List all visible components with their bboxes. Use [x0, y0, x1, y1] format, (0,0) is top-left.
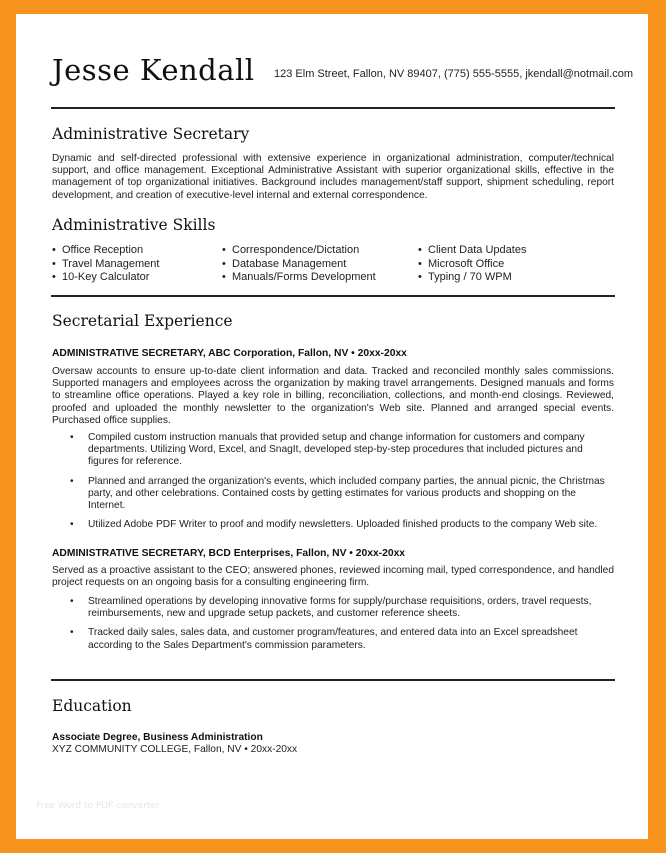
skills-column-1: [52, 244, 159, 285]
skill-item: • Microsoft Office: [418, 257, 505, 270]
contact-info: 123 Elm Street, Fallon, NV 89407, (775) 555-5555, jkendall@notmail.com: [274, 68, 634, 80]
job-1-bullet: • Planned and arranged the organization's events, which included company parties, the annual picnic, the Christmas party, and other celebrations. Contained costs by getting estimates for various products and shopping on the Internet.: [52, 476, 614, 513]
objective-text: Dynamic and self-directed professional with extensive experience in organizational administration, computer/technical support, and office management. Exceptional Administrative Assistant with superior organizational skills, effective in the management of top organizational initiatives. Background includes management/staff support, shipment scheduling, report development, and creation of executive-level internal and external correspondence.: [52, 153, 614, 201]
skills-heading: Administrative Skills: [52, 216, 216, 234]
skills-column-2: [222, 244, 376, 285]
objective-heading: Administrative Secretary: [52, 125, 250, 143]
experience-divider: [51, 679, 615, 681]
skill-item: • Database Management: [222, 257, 347, 270]
education-school: XYZ COMMUNITY COLLEGE, Fallon, NV • 20xx-20xx: [52, 744, 298, 755]
skill-item: • Manuals/Forms Development: [222, 271, 376, 284]
experience-heading: Secretarial Experience: [52, 312, 233, 330]
job-2-title: ADMINISTRATIVE SECRETARY, BCD Enterprises, Fallon, NV • 20xx-20xx: [52, 548, 406, 559]
job-1-bullet: • Compiled custom instruction manuals that provided setup and change information for customers and company departments. Utilizing Word, Excel, and SnagIt, developed step-by-step procedures that included pictures and figures for reference.: [52, 432, 614, 469]
job-1-bullet: • Utilized Adobe PDF Writer to proof and modify newsletters. Uploaded finished products to the company Web site.: [52, 519, 614, 531]
education-heading: Education: [52, 697, 132, 715]
job-2-bullets: [52, 596, 614, 659]
skill-item: • Office Reception: [52, 244, 144, 256]
job-2-summary: Served as a proactive assistant to the CEO; answered phones, reviewed incoming mail, typed correspondence, and handled project requests on an ongoing basis for a consulting engineering firm.: [52, 565, 614, 589]
job-2-bullet: • Tracked daily sales, sales data, and customer program/features, and entered data into an Excel spreadsheet according to the Sales Department's commission parameters.: [52, 627, 614, 651]
job-1-bullets: [52, 432, 614, 538]
skill-item: • Typing / 70 WPM: [418, 271, 512, 284]
skill-item: • Correspondence/Dictation: [222, 244, 360, 256]
job-2-bullet: • Streamlined operations by developing innovative forms for supply/purchase requisitions, orders, travel requests, reimbursements, new and upgrade setup packets, and customer reference sheets.: [52, 596, 614, 620]
skills-column-3: [418, 244, 526, 285]
job-1-summary: Oversaw accounts to ensure up-to-date client information and data. Tracked and reconciled monthly sales commissions. Supported managers and employees across the organization by making travel arrangements. Designed manuals and forms to streamline office operations. Played a key role in billing, reconciliation, collections, and month-end closings. Reviewed, proofed and uploaded the monthly newsletter to the organization's Web site. Planned and arranged special events. Purchased office supplies.: [52, 366, 614, 426]
candidate-name: Jesse Kendall: [52, 53, 255, 87]
job-1-title: ADMINISTRATIVE SECRETARY, ABC Corporation, Fallon, NV • 20xx-20xx: [52, 348, 407, 359]
header-divider: [51, 107, 615, 109]
skill-item: • Travel Management: [52, 257, 160, 270]
watermark: Free Word to PDF converter: [36, 801, 160, 811]
education-degree: Associate Degree, Business Administration: [52, 732, 263, 743]
skill-item: • 10-Key Calculator: [52, 271, 150, 284]
resume-page: [16, 14, 648, 839]
skills-divider: [51, 295, 615, 297]
skill-item: • Client Data Updates: [418, 244, 527, 256]
